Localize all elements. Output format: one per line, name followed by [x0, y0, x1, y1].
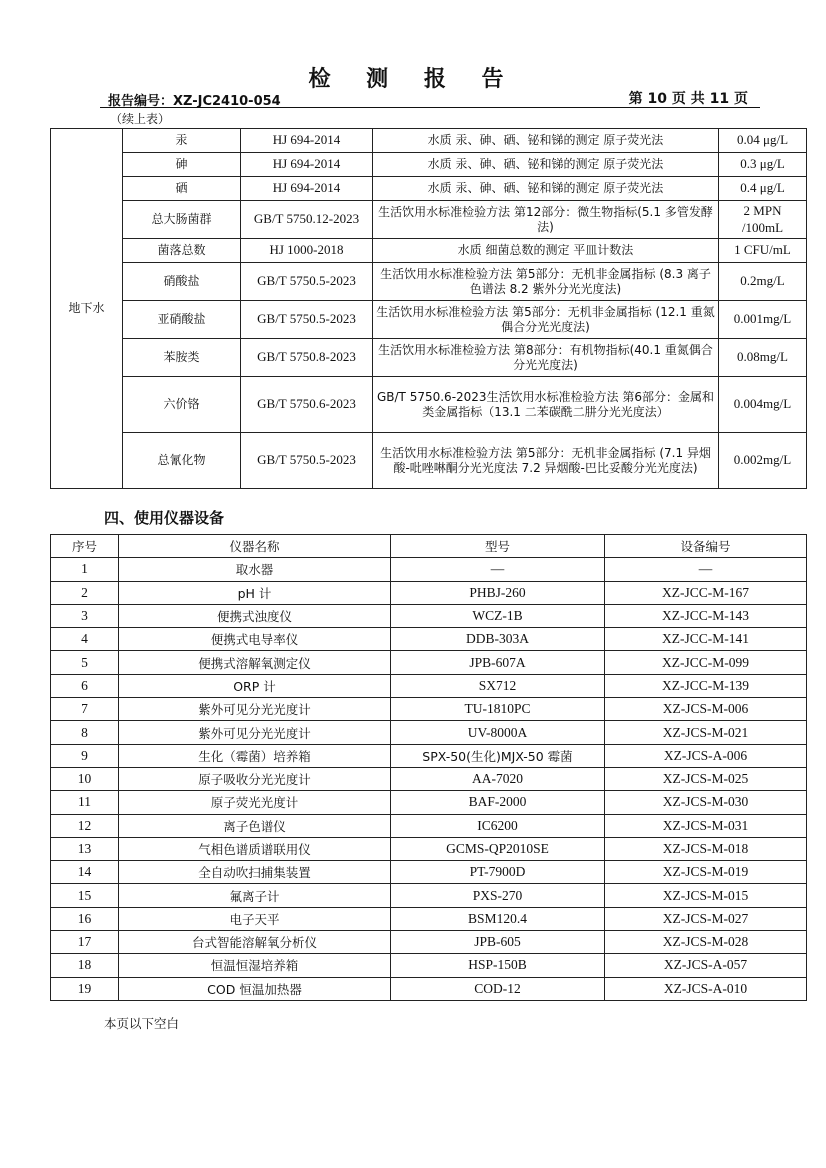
test-standard: GB/T 5750.6-2023: [241, 377, 373, 433]
continued-label: （续上表）: [110, 112, 171, 126]
equipment-model: JPB-607A: [391, 651, 605, 674]
test-item: 亚硝酸盐: [123, 301, 241, 339]
equipment-serial: 9: [51, 744, 119, 767]
detection-limit: 0.04 μg/L: [719, 129, 807, 153]
equipment-row: [51, 651, 807, 674]
test-method: 水质 汞、砷、硒、铋和锑的测定 原子荧光法: [373, 153, 719, 177]
equipment-row: [51, 581, 807, 604]
equipment-row: [51, 884, 807, 907]
equipment-row: [51, 977, 807, 1000]
equipment-name: ORP 计: [119, 674, 391, 697]
equipment-serial: 11: [51, 791, 119, 814]
equipment-name: 便携式溶解氧测定仪: [119, 651, 391, 674]
header-divider: [100, 107, 760, 108]
test-item: 苯胺类: [123, 339, 241, 377]
detection-limit: 0.001mg/L: [719, 301, 807, 339]
equipment-name: 紫外可见分光光度计: [119, 721, 391, 744]
equipment-serial: 2: [51, 581, 119, 604]
equipment-id: XZ-JCS-M-027: [605, 907, 807, 930]
test-method: 生活饮用水标准检验方法 第12部分：微生物指标(5.1 多管发酵法): [373, 201, 719, 239]
equipment-name: 便携式浊度仪: [119, 604, 391, 627]
equipment-row: [51, 814, 807, 837]
equipment-model: SPX-50(生化)MJX-50 霉菌: [391, 744, 605, 767]
header-device-id: 设备编号: [605, 535, 807, 558]
test-standard: HJ 694-2014: [241, 153, 373, 177]
equipment-table: [50, 534, 807, 1001]
equipment-row: [51, 558, 807, 581]
test-method: 水质 汞、砷、硒、铋和锑的测定 原子荧光法: [373, 177, 719, 201]
test-row: [51, 339, 807, 377]
test-standard: GB/T 5750.12-2023: [241, 201, 373, 239]
equipment-serial: 14: [51, 861, 119, 884]
equipment-id: XZ-JCC-M-099: [605, 651, 807, 674]
test-row: [51, 129, 807, 153]
equipment-serial: 4: [51, 628, 119, 651]
test-item: 总氰化物: [123, 433, 241, 489]
test-method: 生活饮用水标准检验方法 第5部分：无机非金属指标 (12.1 重氮偶合分光光度法): [373, 301, 719, 339]
test-standard: GB/T 5750.5-2023: [241, 433, 373, 489]
sample-category: 地下水: [51, 129, 123, 489]
test-method: 生活饮用水标准检验方法 第5部分：无机非金属指标 (7.1 异烟酸-吡唑啉酮分光光度法 7.2 异烟酸-巴比妥酸分光光度法): [373, 433, 719, 489]
equipment-model: UV-8000A: [391, 721, 605, 744]
test-standard: GB/T 5750.8-2023: [241, 339, 373, 377]
equipment-name: 恒温恒湿培养箱: [119, 954, 391, 977]
equipment-row: [51, 791, 807, 814]
equipment-row: [51, 837, 807, 860]
equipment-name: 原子吸收分光光度计: [119, 767, 391, 790]
equipment-name: 台式智能溶解氧分析仪: [119, 931, 391, 954]
equipment-row: [51, 861, 807, 884]
equipment-name: 便携式电导率仪: [119, 628, 391, 651]
equipment-id: XZ-JCC-M-143: [605, 604, 807, 627]
equipment-model: GCMS-QP2010SE: [391, 837, 605, 860]
test-standard: HJ 694-2014: [241, 177, 373, 201]
test-item: 菌落总数: [123, 239, 241, 263]
test-standard: HJ 694-2014: [241, 129, 373, 153]
equipment-serial: 1: [51, 558, 119, 581]
test-row: [51, 201, 807, 239]
equipment-id: XZ-JCC-M-141: [605, 628, 807, 651]
equipment-row: [51, 767, 807, 790]
equipment-serial: 17: [51, 931, 119, 954]
equipment-model: WCZ-1B: [391, 604, 605, 627]
equipment-name: 气相色谱质谱联用仪: [119, 837, 391, 860]
equipment-name: 取水器: [119, 558, 391, 581]
equipment-serial: 18: [51, 954, 119, 977]
test-row: [51, 153, 807, 177]
detection-limit: 0.4 μg/L: [719, 177, 807, 201]
equipment-model: —: [391, 558, 605, 581]
header-serial: 序号: [51, 535, 119, 558]
document-title: 检 测 报 告: [308, 66, 518, 92]
equipment-row: [51, 907, 807, 930]
test-standard: HJ 1000-2018: [241, 239, 373, 263]
equipment-row: [51, 604, 807, 627]
equipment-id: XZ-JCS-M-021: [605, 721, 807, 744]
equipment-id: XZ-JCS-M-015: [605, 884, 807, 907]
test-row: [51, 433, 807, 489]
test-item: 汞: [123, 129, 241, 153]
test-method-table: [50, 128, 807, 489]
equipment-id: XZ-JCS-M-030: [605, 791, 807, 814]
equipment-name: 生化（霉菌）培养箱: [119, 744, 391, 767]
equipment-id: —: [605, 558, 807, 581]
equipment-row: [51, 931, 807, 954]
equipment-row: [51, 744, 807, 767]
test-item: 砷: [123, 153, 241, 177]
equipment-model: BSM120.4: [391, 907, 605, 930]
equipment-row: [51, 628, 807, 651]
detection-limit: 0.3 μg/L: [719, 153, 807, 177]
equipment-row: [51, 698, 807, 721]
test-item: 总大肠菌群: [123, 201, 241, 239]
equipment-model: PXS-270: [391, 884, 605, 907]
equipment-model: TU-1810PC: [391, 698, 605, 721]
equipment-serial: 16: [51, 907, 119, 930]
equipment-model: IC6200: [391, 814, 605, 837]
test-row: [51, 263, 807, 301]
equipment-name: 全自动吹扫捕集装置: [119, 861, 391, 884]
test-row: [51, 377, 807, 433]
test-item: 硒: [123, 177, 241, 201]
equipment-name: COD 恒温加热器: [119, 977, 391, 1000]
equipment-model: AA-7020: [391, 767, 605, 790]
equipment-row: [51, 954, 807, 977]
test-row: [51, 301, 807, 339]
blank-page-note: 本页以下空白: [104, 1016, 180, 1031]
equipment-row: [51, 721, 807, 744]
equipment-serial: 7: [51, 698, 119, 721]
equipment-id: XZ-JCS-A-006: [605, 744, 807, 767]
equipment-name: pH 计: [119, 581, 391, 604]
equipment-model: JPB-605: [391, 931, 605, 954]
equipment-model: BAF-2000: [391, 791, 605, 814]
test-row: [51, 177, 807, 201]
test-standard: GB/T 5750.5-2023: [241, 263, 373, 301]
test-item: 六价铬: [123, 377, 241, 433]
equipment-id: XZ-JCC-M-139: [605, 674, 807, 697]
test-standard: GB/T 5750.5-2023: [241, 301, 373, 339]
detection-limit: 0.08mg/L: [719, 339, 807, 377]
test-method: 水质 细菌总数的测定 平皿计数法: [373, 239, 719, 263]
equipment-name: 氟离子计: [119, 884, 391, 907]
equipment-model: PHBJ-260: [391, 581, 605, 604]
equipment-id: XZ-JCC-M-167: [605, 581, 807, 604]
test-row: [51, 239, 807, 263]
equipment-id: XZ-JCS-M-018: [605, 837, 807, 860]
test-method: 生活饮用水标准检验方法 第8部分：有机物指标(40.1 重氮偶合分光光度法): [373, 339, 719, 377]
equipment-id: XZ-JCS-M-006: [605, 698, 807, 721]
equipment-name: 紫外可见分光光度计: [119, 698, 391, 721]
equipment-header-row: [51, 535, 807, 558]
header-instrument-name: 仪器名称: [119, 535, 391, 558]
equipment-id: XZ-JCS-A-057: [605, 954, 807, 977]
equipment-name: 电子天平: [119, 907, 391, 930]
detection-limit: 0.004mg/L: [719, 377, 807, 433]
equipment-id: XZ-JCS-M-028: [605, 931, 807, 954]
equipment-id: XZ-JCS-M-025: [605, 767, 807, 790]
equipment-model: SX712: [391, 674, 605, 697]
equipment-id: XZ-JCS-M-019: [605, 861, 807, 884]
equipment-serial: 13: [51, 837, 119, 860]
test-method: 生活饮用水标准检验方法 第5部分：无机非金属指标 (8.3 离子色谱法 8.2 紫外分光光度法): [373, 263, 719, 301]
equipment-serial: 10: [51, 767, 119, 790]
detection-limit: 0.2mg/L: [719, 263, 807, 301]
equipment-row: [51, 674, 807, 697]
equipment-model: DDB-303A: [391, 628, 605, 651]
section-title: 四、使用仪器设备: [104, 509, 225, 527]
detection-limit: 2 MPN /100mL: [719, 201, 807, 239]
detection-limit: 0.002mg/L: [719, 433, 807, 489]
equipment-serial: 3: [51, 604, 119, 627]
header-model: 型号: [391, 535, 605, 558]
equipment-serial: 15: [51, 884, 119, 907]
report-number: 报告编号：XZ-JC2410-054: [108, 94, 281, 109]
equipment-model: PT-7900D: [391, 861, 605, 884]
page-number: 第 10 页 共 11 页: [628, 91, 748, 107]
equipment-id: XZ-JCS-A-010: [605, 977, 807, 1000]
test-item: 硝酸盐: [123, 263, 241, 301]
detection-limit: 1 CFU/mL: [719, 239, 807, 263]
equipment-serial: 12: [51, 814, 119, 837]
equipment-serial: 6: [51, 674, 119, 697]
test-method: GB/T 5750.6-2023生活饮用水标准检验方法 第6部分：金属和类金属指标（13.1 二苯碳酰二肼分光光度法）: [373, 377, 719, 433]
equipment-name: 离子色谱仪: [119, 814, 391, 837]
equipment-model: COD-12: [391, 977, 605, 1000]
equipment-model: HSP-150B: [391, 954, 605, 977]
test-method: 水质 汞、砷、硒、铋和锑的测定 原子荧光法: [373, 129, 719, 153]
equipment-serial: 19: [51, 977, 119, 1000]
equipment-id: XZ-JCS-M-031: [605, 814, 807, 837]
equipment-serial: 5: [51, 651, 119, 674]
equipment-serial: 8: [51, 721, 119, 744]
equipment-name: 原子荧光光度计: [119, 791, 391, 814]
